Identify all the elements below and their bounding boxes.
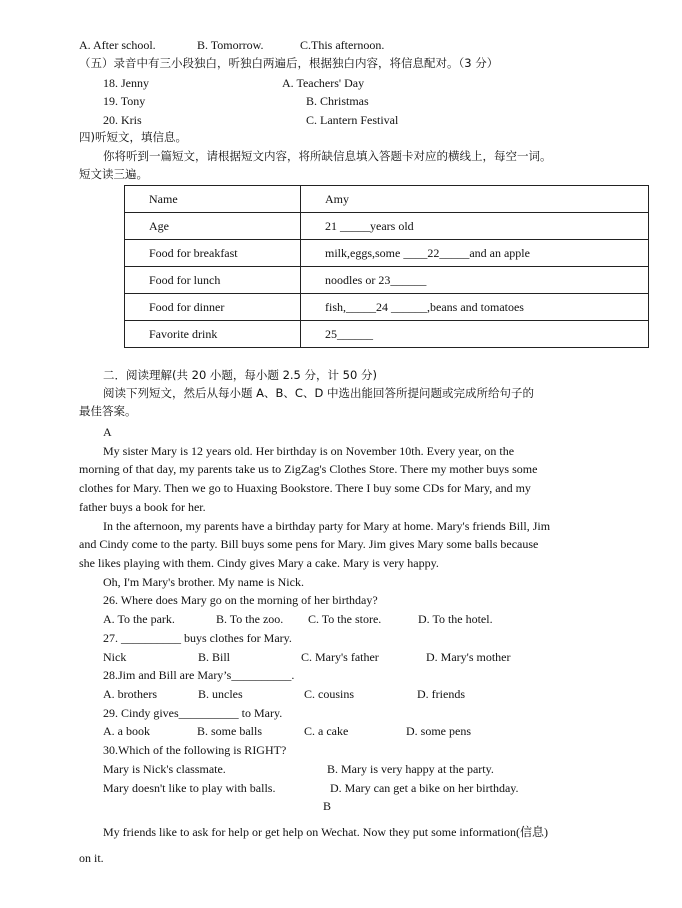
- table-label: Age: [125, 213, 301, 240]
- match-right-c: C. Lantern Festival: [306, 113, 399, 127]
- table-label: Favorite drink: [125, 321, 301, 348]
- question-28-stem: 28.Jim and Bill are Mary’s__________.: [103, 668, 295, 682]
- match-left-19: 19. Tony: [103, 94, 146, 108]
- match-left-20: 20. Kris: [103, 113, 142, 127]
- reading-instruction-2: 最佳答案。: [79, 404, 137, 418]
- question-29-option-b: B. some balls: [197, 724, 262, 738]
- match-right-a: A. Teachers' Day: [282, 76, 365, 90]
- table-label: Food for lunch: [125, 267, 301, 294]
- table-row: [125, 267, 649, 294]
- passage-a-letter: A: [103, 425, 112, 439]
- question-26-stem: 26. Where does Mary go on the morning of her birthday?: [103, 593, 378, 607]
- question-28-option-d: D. friends: [417, 687, 465, 701]
- question-28-option-c: C. cousins: [304, 687, 355, 701]
- passage-b-line: on it.: [79, 851, 104, 865]
- instruction-line-1: 你将听到一篇短文，请根据短文内容，将所缺信息填入答题卡对应的横线上，每空一词。: [103, 149, 552, 163]
- question-29-option-a: A. a book: [103, 724, 150, 738]
- question-26-option-b: B. To the zoo.: [216, 612, 284, 626]
- instruction-line-2: 短文读三遍。: [79, 167, 148, 181]
- passage-a-line: In the afternoon, my parents have a birthday party for Mary at home. Mary's friends Bill, Jim: [103, 519, 551, 533]
- question-30-option-d: D. Mary can get a bike on her birthday.: [330, 781, 519, 795]
- table-value: 25______: [301, 321, 649, 348]
- table-row: [125, 321, 649, 348]
- question-26-option-a: A. To the park.: [103, 612, 175, 626]
- passage-b-letter: B: [323, 799, 332, 813]
- section-header-reading: 二．阅读理解(共 20 小题，每小题 2.5 分，计 50 分): [103, 368, 377, 382]
- question-27-option-b: B. Bill: [198, 650, 231, 664]
- table-row: [125, 240, 649, 267]
- question-29-option-c: C. a cake: [304, 724, 349, 738]
- question-28-option-b: B. uncles: [198, 687, 243, 701]
- table-row: [125, 213, 649, 240]
- table-row: [125, 186, 649, 213]
- option-prev-b: B. Tomorrow.: [197, 38, 264, 52]
- table-value: milk,eggs,some ____22_____and an apple: [301, 240, 649, 267]
- question-30-option-a: Mary is Nick's classmate.: [103, 762, 226, 776]
- question-29-option-d: D. some pens: [406, 724, 471, 738]
- question-27-stem: 27. __________ buys clothes for Mary.: [103, 631, 292, 645]
- section-header-listening-5: （五）录音中有三小段独白，听独白两遍后，根据独白内容，将信息配对。（3 分）: [79, 56, 499, 70]
- table-row: [125, 294, 649, 321]
- question-27-option-a: Nick: [103, 650, 127, 664]
- table-value: fish,_____24 ______,beans and tomatoes: [301, 294, 649, 321]
- table-label: Name: [125, 186, 301, 213]
- question-27-option-d: D. Mary's mother: [426, 650, 511, 664]
- match-right-b: B. Christmas: [306, 94, 369, 108]
- option-prev-a: A. After school.: [79, 38, 156, 52]
- table-value: 21 _____years old: [301, 213, 649, 240]
- question-28-option-a: A. brothers: [103, 687, 157, 701]
- question-30-option-b: B. Mary is very happy at the party.: [327, 762, 494, 776]
- passage-a-line: and Cindy come to the party. Bill buys some pens for Mary. Jim gives Mary some balls because: [79, 537, 539, 551]
- table-label: Food for dinner: [125, 294, 301, 321]
- table-label: Food for breakfast: [125, 240, 301, 267]
- passage-a-line: father buys a book for her.: [79, 500, 206, 514]
- match-left-18: 18. Jenny: [103, 76, 149, 90]
- question-30-stem: 30.Which of the following is RIGHT?: [103, 743, 287, 757]
- table-value: Amy: [301, 186, 649, 213]
- passage-a-line: Oh, I'm Mary's brother. My name is Nick.: [103, 575, 304, 589]
- passage-a-line: morning of that day, my parents take us to ZigZag's Clothes Store. There my mother buys some: [79, 462, 538, 476]
- section-title-listening-4: 四)听短文，填信息。: [79, 130, 187, 144]
- reading-instruction-1: 阅读下列短文，然后从每小题 A、B、C、D 中选出能回答所提问题或完成所给句子的: [103, 386, 534, 400]
- passage-a-line: she likes playing with them. Cindy gives Mary a cake. Mary is very happy.: [79, 556, 439, 570]
- table-value: noodles or 23______: [301, 267, 649, 294]
- passage-b-line: My friends like to ask for help or get help on Wechat. Now they put some information(信息): [103, 825, 549, 839]
- passage-a-line: clothes for Mary. Then we go to Huaxing Bookstore. There I buy some CDs for Mary, and my: [79, 481, 531, 495]
- question-26-option-c: C. To the store.: [308, 612, 382, 626]
- option-prev-c: C.This afternoon.: [300, 38, 385, 52]
- question-29-stem: 29. Cindy gives__________ to Mary.: [103, 706, 283, 720]
- question-30-option-c: Mary doesn't like to play with balls.: [103, 781, 276, 795]
- question-26-option-d: D. To the hotel.: [418, 612, 493, 626]
- passage-a-line: My sister Mary is 12 years old. Her birthday is on November 10th. Every year, on the: [103, 444, 515, 458]
- info-table: [124, 185, 649, 348]
- question-27-option-c: C. Mary's father: [301, 650, 379, 664]
